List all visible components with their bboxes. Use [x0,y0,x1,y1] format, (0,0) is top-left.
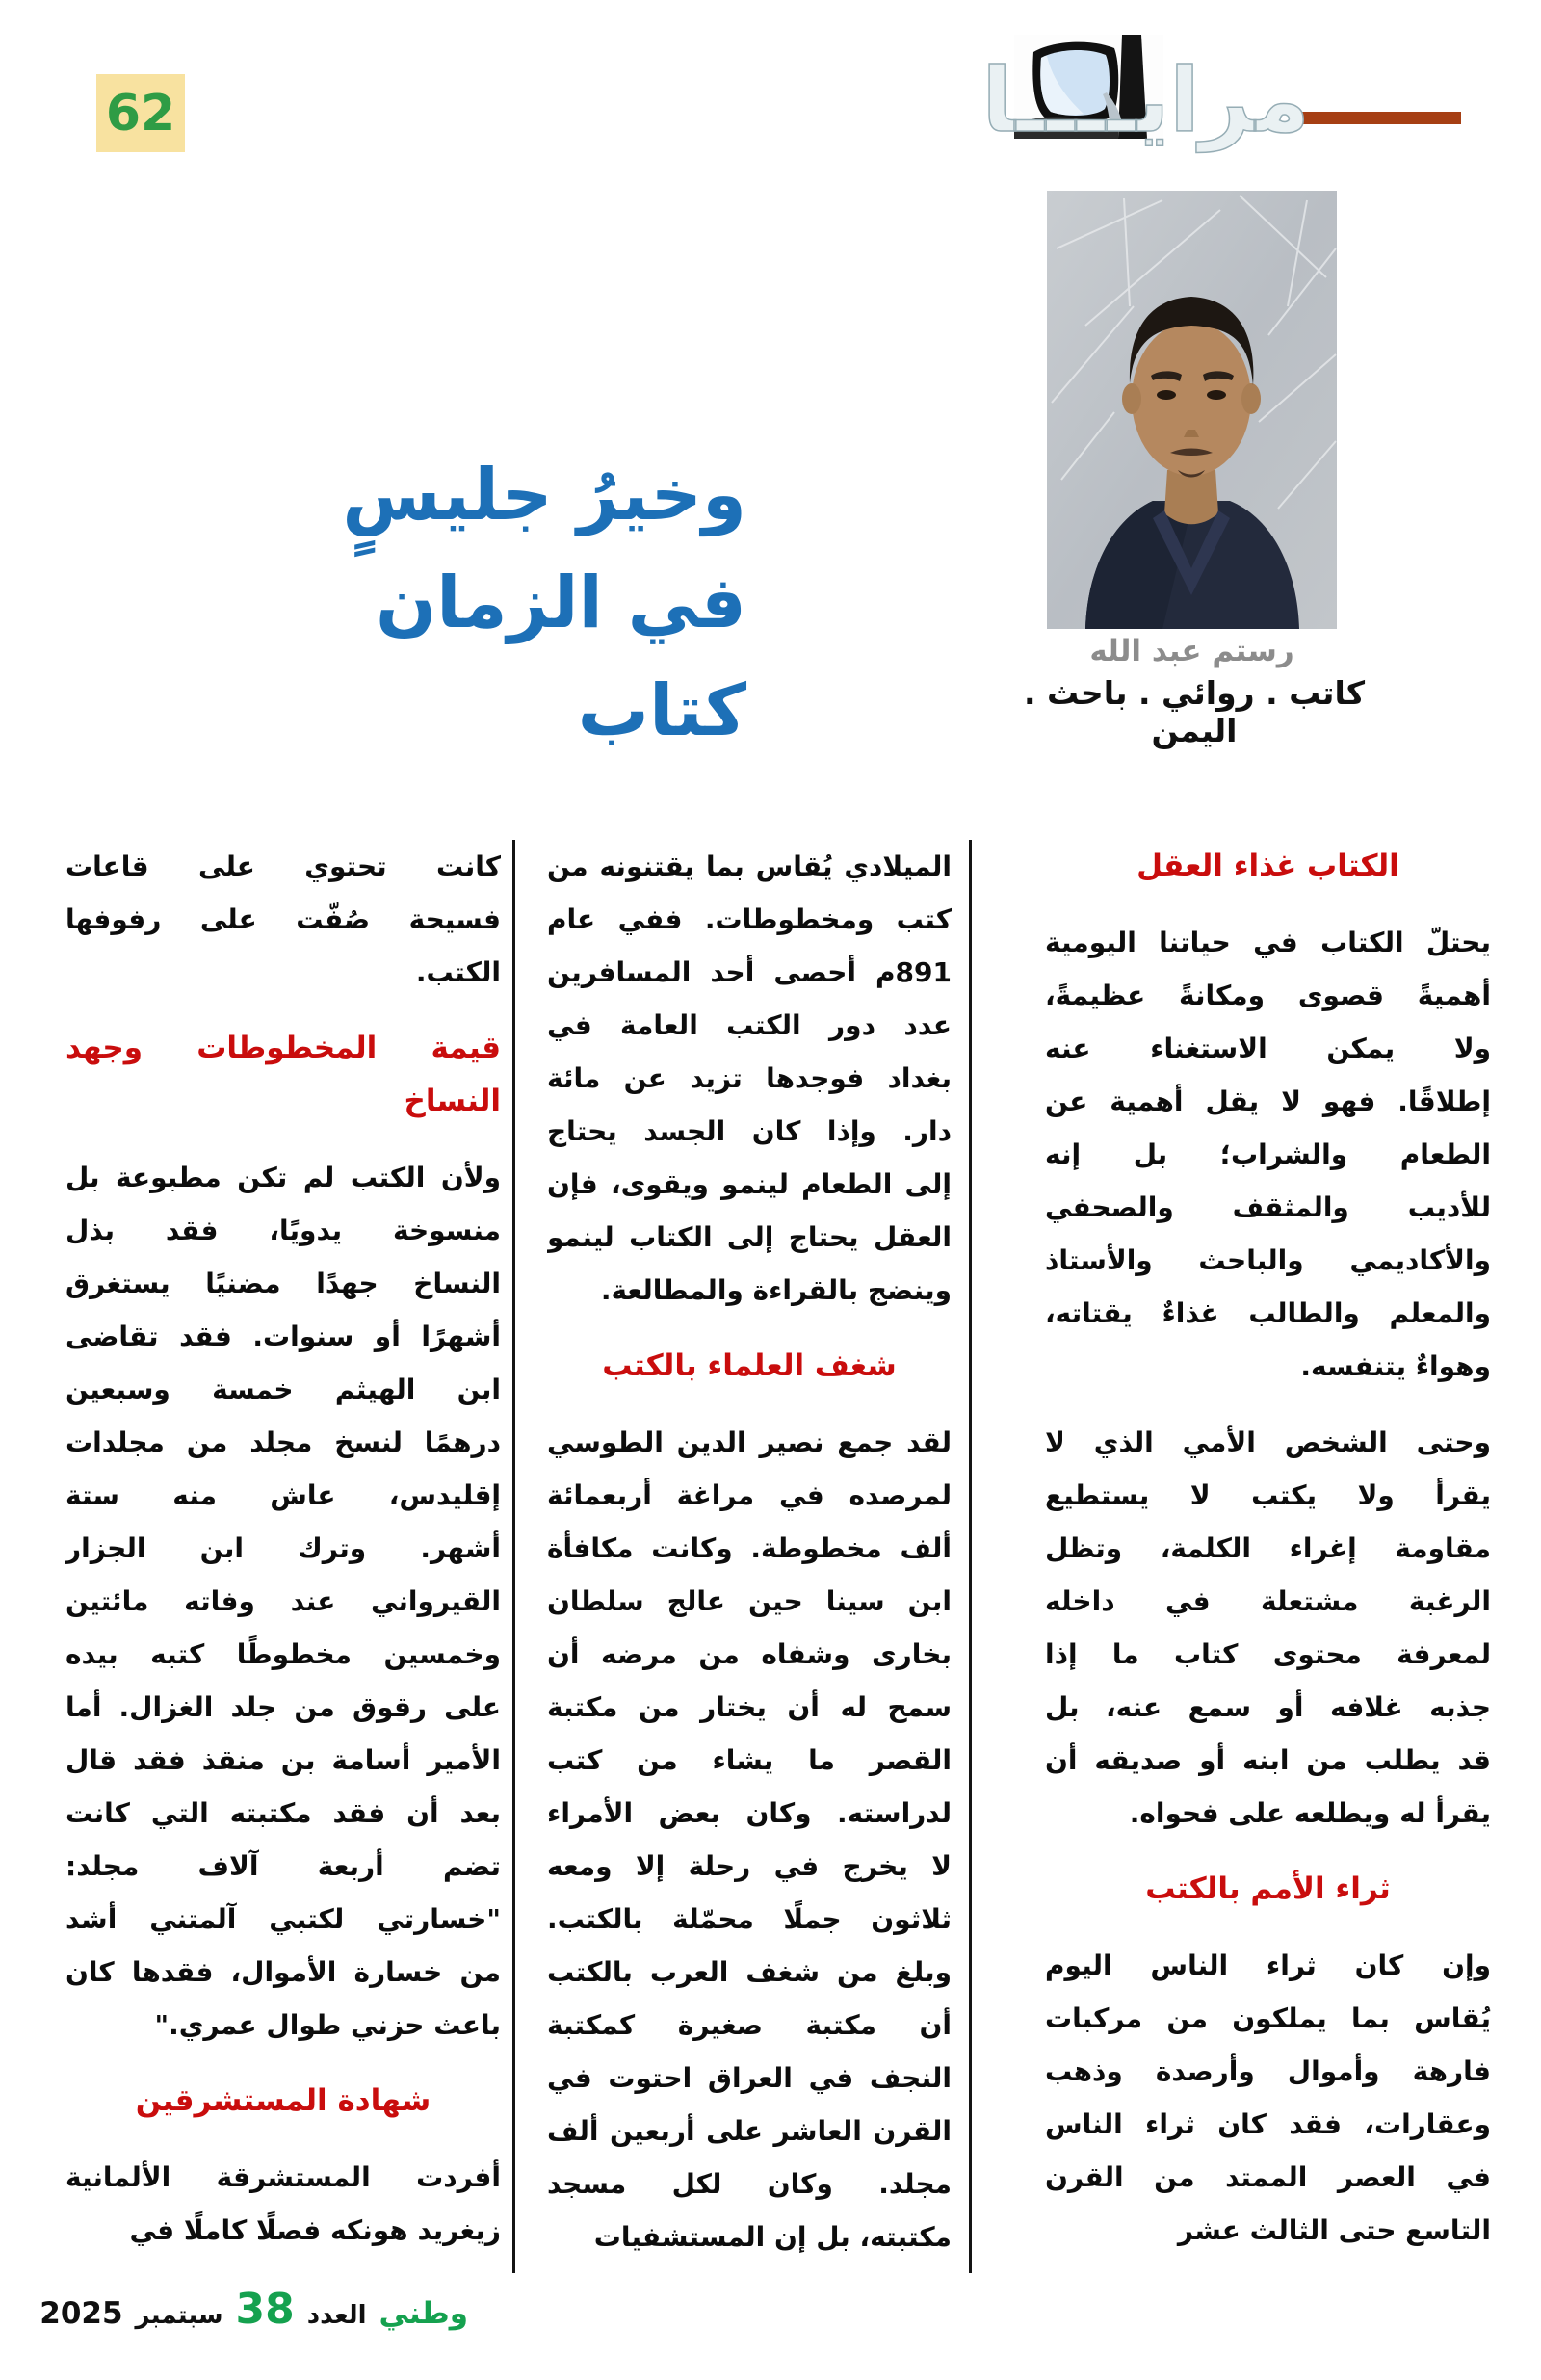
footer-year: 2025 [39,2296,123,2331]
page-number: 62 [105,84,176,143]
article-column-middle [547,840,952,2285]
paragraph [65,2151,501,2257]
text-line: بغداد فوجدها تزيد عن مائة [547,1062,952,1094]
text-line: ثراء الأمم بالكتب [1145,1871,1391,1906]
text-line: ولأن الكتب لم تكن مطبوعة بل [65,1162,501,1193]
text-line: النجف في العراق احتوت في [547,2062,952,2094]
text-line: وإن كان ثراء الناس اليوم [1045,1949,1491,1981]
column-divider [969,840,972,2273]
text-line: الأمير أسامة بن منقذ فقد قال [65,1744,501,1776]
text-line: وحتى الشخص الأمي الذي لا [1045,1426,1491,1458]
text-line: أن مكتبة صغيرة كمكتبة [547,2009,952,2041]
text-line: الميلادي يُقاس بما يقتنونه من [547,850,952,882]
text-line: أشهرًا أو سنوات. فقد تقاضى [65,1321,501,1352]
text-line: شهادة المستشرقين [135,2083,431,2118]
text-line: أفردت المستشرقة الألمانية [65,2161,501,2193]
text-line: القيرواني عند وفاته مائتين [65,1585,501,1617]
footer-month: سبتمبر [135,2301,223,2330]
text-line: والمعلم والطالب غذاءٌ يقتاته، [1045,1297,1491,1329]
text-line: الكتاب غذاء العقل [1136,849,1399,883]
text-line: في العصر الممتد من القرن [1045,2161,1491,2193]
paragraph [65,840,501,999]
text-line: زيغريد هونكه فصلًا كاملًا في [129,2214,501,2246]
text-line: القرن العاشر على أربعين ألف [547,2115,952,2147]
article-column-left [65,840,501,2285]
section-heading [65,1022,501,1128]
text-line: التاسع حتى الثالث عشر [1177,2214,1491,2246]
paragraph [547,1416,952,2263]
text-line: إلى الطعام لينمو ويقوى، فإن [547,1168,952,1200]
section-heading [1045,1863,1491,1916]
text-line: "خسارتي لكتبي آلمتني أشد [65,1903,501,1935]
text-line: الكتب. [415,956,501,988]
section-heading [547,1340,952,1393]
paragraph [547,840,952,1317]
text-line: تضم أربعة آلاف مجلد: [65,1850,501,1882]
author-photo [1047,191,1337,633]
header-accent-bar [1300,112,1461,124]
text-line: فارهة وأموال وأرصدة وذهب [1045,2055,1491,2087]
paragraph [1045,1416,1491,1840]
footer-issue-label: العدد [306,2301,367,2330]
article-title [207,441,746,765]
author-bio: كاتب . روائي . باحث . اليمن [1023,674,1366,749]
text-line: فسيحة صُفّت على رفوفها [65,903,501,935]
text-line: لمرصده في مراغة أربعمائة [547,1479,952,1511]
text-line: وينضج بالقراءة والمطالعة. [600,1274,952,1306]
text-line: لقد جمع نصير الدين الطوسي [547,1426,952,1458]
text-line: الرغبة مشتعلة في داخله [1045,1585,1491,1617]
text-line: منسوخة يدويًا، فقد بذل [65,1215,501,1246]
text-line: مقاومة إغراء الكلمة، وتظل [1045,1532,1491,1564]
column-divider [512,840,515,2273]
text-line: إقليدس، عاش منه ستة [65,1479,501,1511]
text-line: وعقارات، فقد كان ثراء الناس [1045,2108,1491,2140]
text-line: قيمة المخطوطات وجهد [65,1031,501,1065]
text-line: قد يطلب من ابنه أو صديقه أن [1045,1744,1491,1776]
text-line: مكتبته، بل إن المستشفيات [593,2221,952,2253]
text-line: ابن سينا حين عالج سلطان [547,1585,952,1617]
section-logo-maraya: مرايــــا [981,49,1310,152]
text-line: دار. وإذا كان الجسد يحتاج [547,1115,952,1147]
section-heading [65,2075,501,2128]
text-line: النساخ [404,1084,501,1118]
author-name: رستم عبد الله [1089,634,1294,668]
text-line: والأكاديمي والباحث والأستاذ [1045,1244,1491,1276]
text-line: لدراسته. وكان بعض الأمراء [547,1797,952,1829]
text-line: مجلد. وكان لكل مسجد [547,2168,952,2200]
text-line: للأديب والمثقف والصحفي [1045,1191,1491,1223]
text-line: يقرأ ولا يكتب لا يستطيع [1045,1479,1491,1511]
text-line: ولا يمكن الاستغناء عنه [1045,1033,1491,1064]
text-line: لا يخرج في رحلة إلا ومعه [547,1850,952,1882]
text-line: ثلاثون جملًا محمّلة بالكتب. [547,1903,952,1935]
text-line: بخارى وشفاه من مرضه أن [547,1638,952,1670]
text-line: سمح له أن يختار من مكتبة [547,1691,952,1723]
section-heading [1045,840,1491,893]
article-title-line-1: وخيرُ جليسٍ [342,454,746,536]
text-line: شغف العلماء بالكتب [602,1348,897,1383]
text-line: ابن الهيثم خمسة وسبعين [65,1373,501,1405]
text-line: كتب ومخطوطات. ففي عام [547,903,952,935]
text-line: وهواءٌ يتنفسه. [1300,1350,1491,1382]
text-line: درهمًا لنسخ مجلد من مجلدات [65,1426,501,1458]
text-line: يحتلّ الكتاب في حياتنا اليومية [1045,927,1491,958]
paragraph [1045,1939,1491,2257]
text-line: وبلغ من شغف العرب بالكتب [547,1956,952,1988]
text-line: كانت تحتوي على قاعات [65,850,501,882]
text-line: يقرأ له ويطلعه على فحواه. [1129,1797,1491,1829]
text-line: الطعام والشراب؛ بل إنه [1045,1138,1491,1170]
text-line: العقل يحتاج إلى الكتاب لينمو [547,1221,952,1253]
text-line: يُقاس بما يملكون من مركبات [1045,2002,1491,2034]
article-title-line-2: في الزمان كتاب [375,562,746,752]
text-line: لمعرفة محتوى كتاب ما إذا [1045,1638,1491,1670]
paragraph [1045,916,1491,1393]
text-line: من خسارة الأموال، فقدها كان [65,1956,501,1988]
footer [39,2285,468,2334]
text-line: النساخ جهدًا مضنيًا يستغرق [65,1268,501,1299]
footer-brand: وطني [379,2296,468,2331]
text-line: عدد دور الكتب العامة في [547,1009,952,1041]
text-line: 891م أحصى أحد المسافرين [547,956,952,988]
article-column-right [1045,840,1491,2285]
text-line: أهميةً قصوى ومكانةً عظيمةً، [1045,980,1491,1011]
text-line: بعد أن فقد مكتبته التي كانت [65,1797,501,1829]
text-line: جذبه غلافه أو سمع عنه، بل [1045,1691,1491,1723]
page-number-box [96,74,185,152]
text-line: أشهر. وترك ابن الجزار [65,1532,501,1564]
text-line: ألف مخطوطة. وكانت مكافأة [547,1532,952,1564]
text-line: وخمسين مخطوطًا كتبه بيده [65,1638,501,1670]
text-line: إطلاقًا. فهو لا يقل أهمية عن [1045,1085,1491,1117]
paragraph [65,1151,501,2052]
text-line: باعث حزني طوال عمري." [154,2009,501,2041]
footer-issue-number: 38 [235,2285,295,2334]
text-line: على رقوق من جلد الغزال. أما [65,1691,501,1723]
text-line: القصر ما يشاء من كتب [547,1744,952,1776]
